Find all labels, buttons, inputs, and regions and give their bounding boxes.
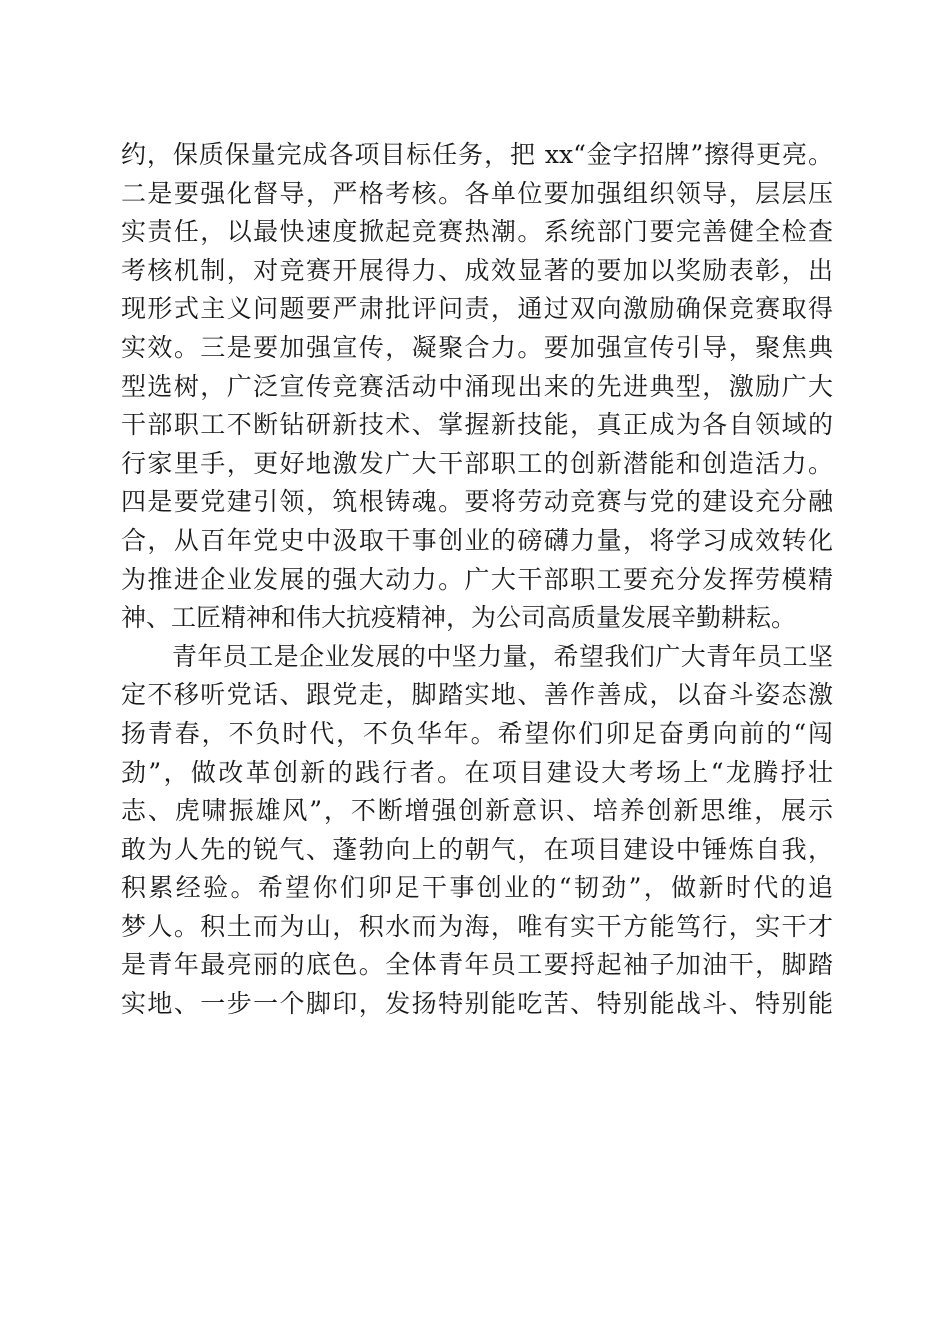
text-line: 神、工匠精神和伟大抗疫精神，为公司高质量发展辛勤耕耘。 — [121, 603, 797, 633]
text-line: 为推进企业发展的强大动力。广大干部职工要充分发挥劳模精 — [121, 564, 833, 594]
text-line: 定不移听党话、跟党走，脚踏实地、善作善成，以奋斗姿态激 — [121, 680, 833, 710]
text-line: 积累经验。希望你们卯足干事创业的“韧劲”，做新时代的追 — [121, 873, 833, 903]
text-line: 实责任，以最快速度掀起竞赛热潮。系统部门要完善健全检查 — [121, 217, 833, 247]
paragraph-1 — [121, 136, 833, 638]
text-line: 型选树，广泛宣传竞赛活动中涌现出来的先进典型，激励广大 — [121, 371, 833, 401]
text-line: 是青年最亮丽的底色。全体青年员工要捋起袖子加油干，脚踏 — [121, 950, 833, 980]
text-line: 敢为人先的锐气、蓬勃向上的朝气，在项目建设中锤炼自我， — [121, 834, 833, 864]
text-line: 青年员工是企业发展的中坚力量，希望我们广大青年员工坚 — [121, 641, 833, 671]
text-line: 志、虎啸振雄风”，不断增强创新意识、培养创新思维，展示 — [121, 796, 833, 826]
text-line: 实地、一步一个脚印，发扬特别能吃苦、特别能战斗、特别能 — [121, 989, 833, 1019]
text-line: 劲”，做改革创新的践行者。在项目建设大考场上“龙腾抒壮 — [121, 757, 833, 787]
text-line: 梦人。积土而为山，积水而为海，唯有实干方能笃行，实干才 — [121, 911, 833, 941]
text-line: 考核机制，对竞赛开展得力、成效显著的要加以奖励表彰，出 — [121, 255, 833, 285]
text-line: 实效。三是要加强宣传，凝聚合力。要加强宣传引导，聚焦典 — [121, 332, 833, 362]
text-line: 扬青春，不负时代，不负华年。希望你们卯足奋勇向前的“闯 — [121, 718, 833, 748]
text-line: 四是要党建引领，筑根铸魂。要将劳动竞赛与党的建设充分融 — [121, 487, 833, 517]
text-line: 二是要强化督导，严格考核。各单位要加强组织领导，层层压 — [121, 178, 833, 208]
text-line: 现形式主义问题要严肃批评问责，通过双向激励确保竞赛取得 — [121, 294, 833, 324]
text-line: 干部职工不断钻研新技术、掌握新技能，真正成为各自领域的 — [121, 410, 833, 440]
document-body — [121, 136, 833, 1024]
text-line: 约，保质保量完成各项目标任务，把 xx“金字招牌”擦得更亮。 — [121, 140, 833, 169]
text-line: 行家里手，更好地激发广大干部职工的创新潜能和创造活力。 — [121, 448, 833, 478]
paragraph-2 — [121, 638, 833, 1024]
text-line: 合，从百年党史中汲取干事创业的磅礴力量，将学习成效转化 — [121, 525, 833, 555]
